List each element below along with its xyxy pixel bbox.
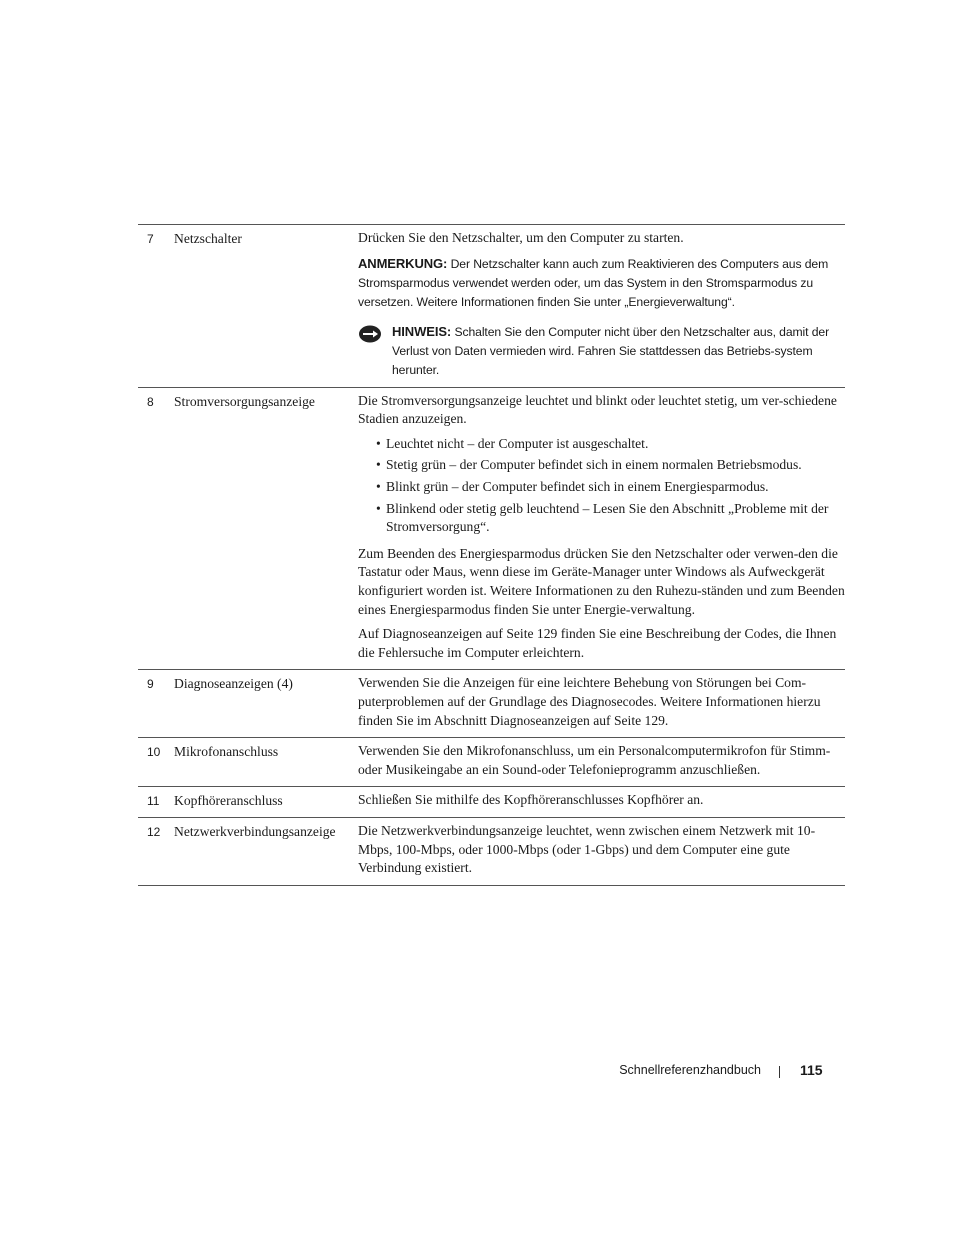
component-description <box>358 673 845 730</box>
row-number: 11 <box>147 794 160 809</box>
component-name: Kopfhöreranschluss <box>174 793 283 809</box>
row-number: 12 <box>147 825 161 840</box>
footer-title: Schnellreferenzhandbuch <box>619 1063 761 1077</box>
component-name: Netzwerkverbindungsanzeige <box>174 824 336 840</box>
description-paragraph: Drücken Sie den Netzschalter, um den Computer zu starten. <box>358 230 684 245</box>
component-description <box>358 228 845 380</box>
list-item: • Stetig grün – der Computer befindet sich in einem normalen Betriebsmodus. <box>376 456 845 475</box>
description-paragraph: Schließen Sie mithilfe des Kopfhöreranschlusses Kopfhörer an. <box>358 792 704 808</box>
component-description <box>358 391 845 663</box>
description-paragraph: Die Stromversorgungsanzeige leuchtet und blinkt oder leuchtet stetig, um ver-schiedene Stadien anzuzeigen. <box>358 392 837 427</box>
description-paragraph: Auf Diagnoseanzeigen auf Seite 129 finden Sie eine Beschreibung der Codes, die Ihnen die Fehlersuche im Computer erleichtern. <box>358 626 837 660</box>
notice-label: HINWEIS: <box>392 323 452 339</box>
notice-text: Schalten Sie den Computer nicht über den Netzschalter aus, damit der Verlust von Daten vermieden wird. Fahren Sie stattdessen das Betriebs-system herunter. <box>392 324 830 377</box>
description-paragraph: Verwenden Sie die Anzeigen für eine leichtere Behebung von Störungen bei Com-puterproblemen auf der Grundlage des Diagnosecodes. Weitere Informationen hierzu finden Sie im Abschnitt Diagnoseanzeigen auf Seite 129. <box>358 675 821 728</box>
table-row <box>138 388 845 671</box>
table-row <box>138 225 845 388</box>
row-number: 9 <box>147 677 154 692</box>
description-paragraph: Verwenden Sie den Mikrofonanschluss, um ein Personalcomputermikrofon für Stimm- oder Musikeingabe an ein Sound-oder Telefonieprogramm anzuschließen. <box>358 743 831 777</box>
table-row <box>138 670 845 738</box>
list-item: • Blinkend oder stetig gelb leuchtend – Lesen Sie den Abschnitt „Probleme mit der Stromversorgung“. <box>376 500 845 537</box>
table-row <box>138 818 845 886</box>
list-item: • Leuchtet nicht – der Computer ist ausgeschaltet. <box>376 435 845 454</box>
description-paragraph: Zum Beenden des Energiesparmodus drücken Sie den Netzschalter oder verwen-den die Tastatur oder Maus, wenn diese im Geräte-Manager unter Windows als Aufweckgerät konfiguriert worden ist. Weitere Informationen zu den Ruhezu-ständen und zum Beenden eines Energiesparmodus finden Sie unter Energie-verwaltung. <box>358 545 845 617</box>
footer-divider <box>779 1066 780 1078</box>
row-number: 7 <box>147 232 154 246</box>
row-number: 8 <box>147 394 154 409</box>
notice-hand-icon <box>358 322 392 380</box>
list-item: • Blinkt grün – der Computer befindet sich in einem Energiesparmodus. <box>376 478 845 497</box>
page-number: 115 <box>800 1062 823 1078</box>
description-paragraph: Die Netzwerkverbindungsanzeige leuchtet, wenn zwischen einem Netzwerk mit 10-Mbps, 100-Mbps, oder 1000-Mbps (oder 1-Gbps) und dem Computer eine gute Verbindung existiert. <box>358 823 816 876</box>
row-number: 10 <box>147 745 161 760</box>
component-table <box>138 224 845 886</box>
table-row <box>138 738 845 787</box>
status-list <box>376 435 845 537</box>
notice-text-block <box>392 322 845 380</box>
table-row <box>138 787 845 818</box>
component-name: Mikrofonanschluss <box>174 744 279 760</box>
page-footer <box>0 1061 954 1081</box>
component-name: Netzschalter <box>174 231 242 246</box>
component-description <box>358 821 845 878</box>
anmerkung-note <box>358 254 845 312</box>
hinweis-notice <box>358 322 845 380</box>
note-label: ANMERKUNG: <box>358 255 448 271</box>
note-text: Der Netzschalter kann auch zum Reaktivieren des Computers aus dem Stromsparmodus verwendet werden oder, um das System in den Stromsparmodus zu versetzen. Weitere Informationen finden Sie unter „Energieverwaltung“. <box>358 256 829 309</box>
component-name: Stromversorgungsanzeige <box>174 393 315 409</box>
component-name: Diagnoseanzeigen (4) <box>174 676 293 692</box>
component-description <box>358 741 845 779</box>
component-description <box>358 790 845 810</box>
